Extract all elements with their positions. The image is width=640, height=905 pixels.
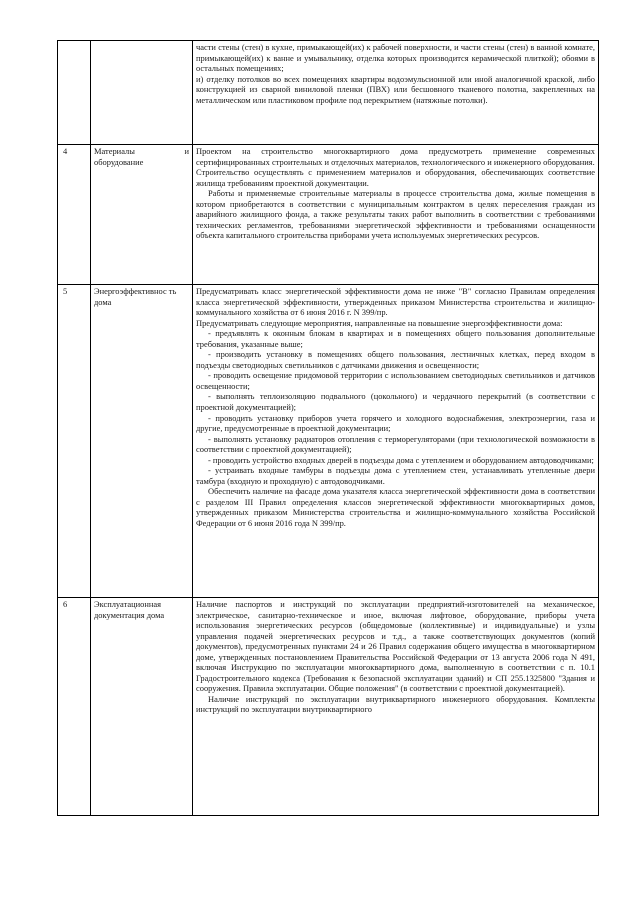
- table-row: [58, 285, 599, 598]
- list-item: - выполнять теплоизоляцию подвального (цокольного) и чердачного перекрытий (в соответствии с проектной документацией);: [196, 391, 595, 413]
- list-item: - выполнять установку радиаторов отопления с терморегуляторами (при технологической возможности в соответствии с проектной документацией);: [196, 433, 595, 455]
- document-page: [57, 40, 599, 816]
- row-name: Энергоэффективнос ть дома: [91, 285, 193, 598]
- list-item: - устраивать входные тамбуры в подъезды дома с утеплением стен, устанавливать утепленные двери тамбура (входную и проходную) с автодоводчиками.: [196, 465, 595, 486]
- paragraph: Обеспечить наличие на фасаде дома указателя класса энергетической эффективности дома в соответствии с разделом III Правил определения классов энергетической эффективности многоквартирных домов, утвержденных приказом Министерства строительства и жилищно-коммунального хозяйства Российской Федерации от 6 июня 2016 года N 399/пр.: [196, 486, 595, 529]
- paragraph: Предусматривать класс энергетической эффективности дома не ниже "В" согласно Правилам определения класса энергетической эффективности, утвержденных приказом Министерства строительства и жилищно-коммунального хозяйства от 6 июня 2016 г. N 399/пр.: [196, 286, 595, 318]
- paragraph: Предусматривать следующие мероприятия, направленные на повышение энергоэффективности дома:: [196, 317, 563, 328]
- row-name-line: оборудование: [94, 156, 144, 167]
- row-text: [193, 145, 599, 285]
- paragraph: и) отделку потолков во всех помещениях квартиры водоэмульсионной или иной аналогичной краской, либо конструкцией из сварной виниловой пленки (ПВХ) или бесшовного тканевого полотна, закрепленных на металлическом или пластиковом профиле под перекрытием (натяжные потолки).: [196, 73, 595, 105]
- row-name: [91, 145, 193, 285]
- table-row: [58, 598, 599, 816]
- paragraph: Наличие инструкций по эксплуатации внутриквартирного инженерного оборудования. Комплекты инструкций по эксплуатации внутриквартирного: [196, 693, 595, 715]
- table-row: [58, 145, 599, 285]
- list-item: - предъявлять к оконным блокам в квартирах и в помещениях общего пользования дополнительные требования, указанные выше;: [196, 328, 595, 349]
- row-name: Эксплуатационная документация дома: [91, 598, 193, 816]
- row-number: 6: [58, 598, 91, 816]
- row-number: 4: [58, 145, 91, 285]
- row-number: 5: [58, 285, 91, 598]
- table-row: [58, 41, 599, 145]
- row-text: [193, 285, 599, 598]
- paragraph: Наличие паспортов и инструкций по эксплуатации предприятий-изготовителей на механическое, электрическое, санитарно-техническое и иное, включая лифтовое, оборудование, приборы учета использования энергетических ресурсов (общедомовые (коллективные) и индивидуальные) и узлы управления подачей энергетических ресурсов и т.д., а также соответствующих документов (копий документов), предусмотренных пунктами 24 и 26 Правил содержания общего имущества в многоквартирном доме, утвержденных постановлением Правительства Российской Федерации от 13 августа 2006 года N 491, включая Инструкцию по эксплуатации многоквартирного дома, выполненную в соответствии с п. 10.1 Градостроительного кодекса (Требования к безопасной эксплуатации зданий) и СП 255.1325800 "Здания и сооружения. Правила эксплуатации. Общие положения" (в соответствии с проектной документацией).: [196, 599, 595, 694]
- row-text: [193, 598, 599, 816]
- list-item: - проводить устройство входных дверей в подъезды дома с утеплением и оборудованием автодоводчиками;: [208, 454, 594, 465]
- paragraph: Строительство осуществлять с применением материалов и оборудования, обеспечивающих соответствие жилища требованиям проектной документации.: [196, 167, 595, 188]
- paragraph: части стены (стен) в кухне, примыкающей(их) к рабочей поверхности, и части стены (стен) в ванной комнате, примыкающей(их) к ванне и умывальнику, отделка которых производится керамической плиткой); обоями в остальных помещениях;: [196, 42, 595, 74]
- row-name: [91, 41, 193, 145]
- requirements-table: [57, 40, 599, 816]
- paragraph: Работы и применяемые строительные материалы в процессе строительства дома, жилые помещения в котором приобретаются в соответствии с муниципальным контрактом в целях переселения граждан из аварийного жилищного фонда, а также результаты таких работ выполнить в соответствии с требованиями технических регламентов, требованиями энергетической эффективности и требованиями оснащенности объекта капитального строительства приборами учета используемых энергетических ресурсов.: [196, 188, 595, 241]
- row-number: [58, 41, 91, 145]
- list-item: - производить установку в помещениях общего пользования, лестничных клетках, перед входом в подъезды светодиодных светильников с датчиками движения и освещенности;: [196, 349, 595, 370]
- row-name-word: Материалы: [94, 146, 135, 156]
- paragraph: Проектом на строительство многоквартирного дома предусмотреть применение современных сертифицированных строительных и отделочных материалов, технологического и инженерного оборудования.: [196, 146, 595, 167]
- list-item: - проводить установку приборов учета горячего и холодного водоснабжения, электроэнергии, газа и другие, предусмотренные в проектной документации;: [196, 412, 595, 434]
- row-text: [193, 41, 599, 145]
- list-item: - проводить освещение придомовой территории с использованием светодиодных светильников и датчиков освещенности;: [196, 370, 595, 391]
- row-name-word: и: [184, 146, 189, 156]
